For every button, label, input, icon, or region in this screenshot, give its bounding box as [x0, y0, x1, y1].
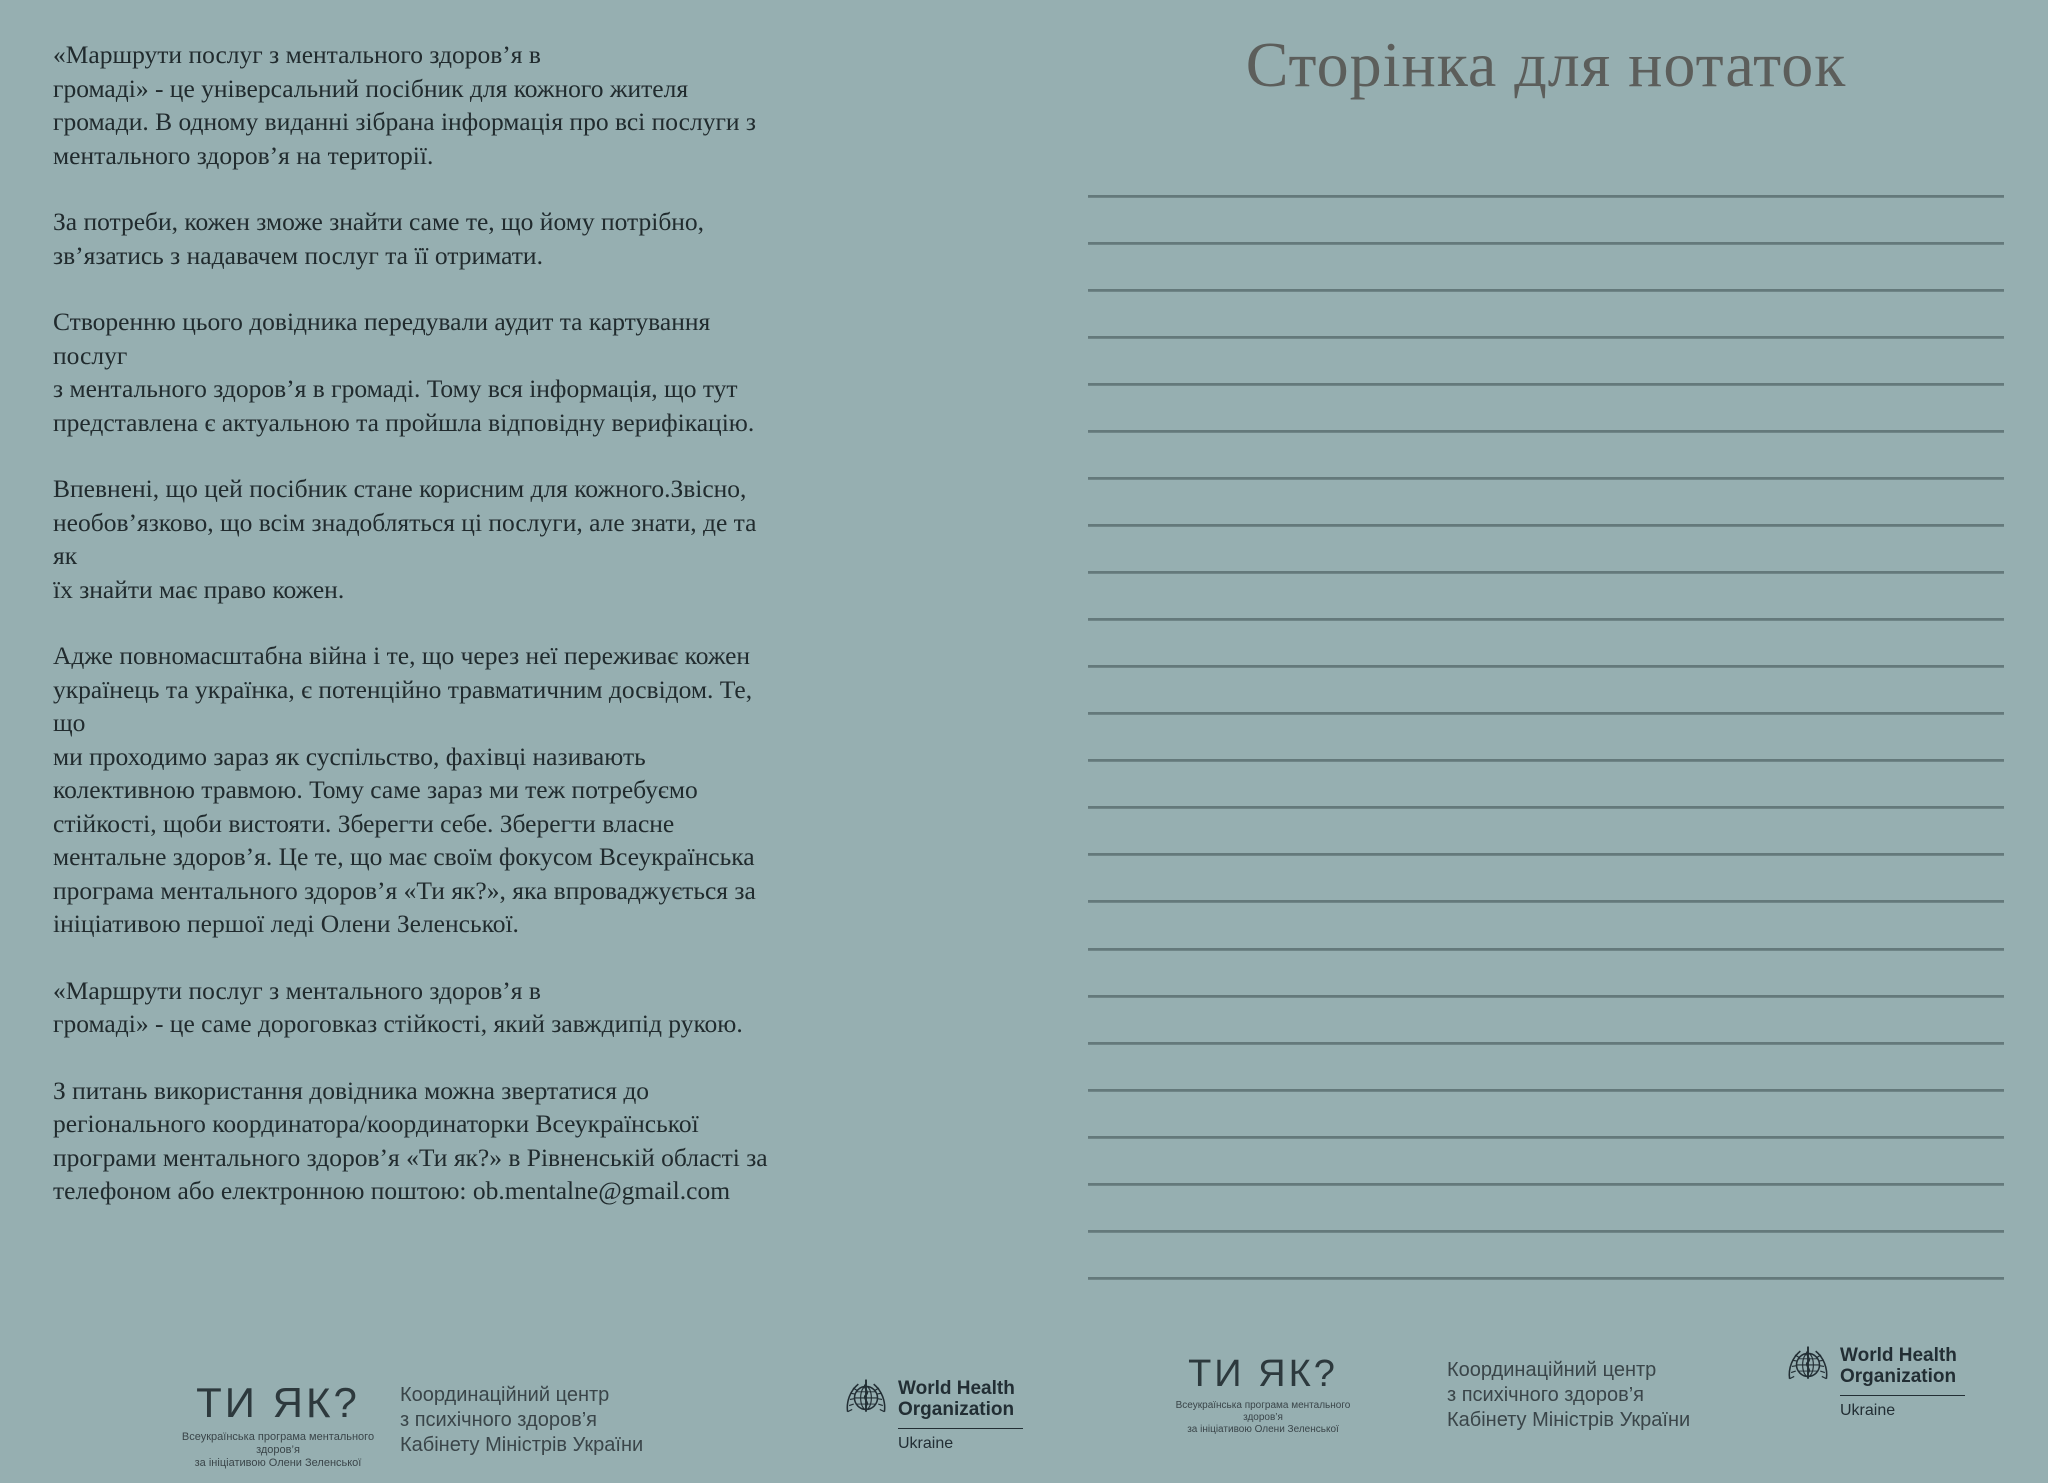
note-line: [1088, 665, 2004, 667]
paragraph-contacts: З питань використання довідника можна звертатися до регіонального координатора/координаторки Всеукраїнської програми ментального здоров’я «Ти як?» в Рівненській області за телефоном або електронною поштою: ob.mentalne@gmail.com: [53, 1075, 768, 1205]
note-line: [1088, 195, 2004, 197]
note-line: [1088, 477, 2004, 479]
note-line: [1088, 1277, 2004, 1279]
tiyak-logo-subtitle: Всеукраїнська програма ментального здоров’я за ініціативою Олени Зеленської: [181, 1431, 375, 1469]
who-divider: [1840, 1395, 1965, 1396]
note-line: [1088, 524, 2004, 526]
paragraph-intro: «Маршрути послуг з ментального здоров’я в громаді» - це універсальний посібник для кожного жителя громади. В одному виданні зібрана інформація про всі послуги з ментального здоров’я на території.: [53, 40, 756, 170]
who-country-label: Ukraine: [898, 1435, 954, 1452]
paragraph-confidence: Впевнені, що цей посібник стане корисним для кожного.Звісно, необов’язково, що всім знадобляться ці послуги, але знати, де та як їх знайти має право кожен.: [53, 474, 757, 604]
notes-page-title: Сторінка для нотаток: [1245, 29, 1847, 100]
coordination-center-label-left: Координаційний центр з психічного здоров’я Кабінету Міністрів України: [400, 1384, 644, 1456]
note-line: [1088, 1136, 2004, 1138]
note-line: [1088, 430, 2004, 432]
note-line: [1088, 336, 2004, 338]
note-line: [1088, 900, 2004, 902]
paragraph-audit: Створенню цього довідника передували аудит та картування послуг з ментального здоров’я в громаді. Тому вся інформація, що тут представлена є актуальною та пройшла відповідну верифікацію.: [53, 307, 755, 437]
note-line: [1088, 1230, 2004, 1232]
tiyak-logo-text: ТИ ЯК?: [1188, 1353, 1338, 1395]
paragraph-war-trauma: Адже повномасштабна війна і те, що через неї переживає кожен українець та українка, є потенційно травматичним досвідом. Те, що ми проходимо зараз як суспільство, фахівці називають колективною травмою. Тому саме зараз ми теж потребуємо стійкості, щоби вистояти. Зберегти себе. Зберегти власне ментальне здоров’я. Це те, що має своїм фокусом Всеукраїнська програма ментального здоров’я «Ти як?», яка впроваджується за ініціативою першої леді Олени Зеленської.: [53, 641, 756, 938]
note-line: [1088, 618, 2004, 620]
who-logo-right: [1785, 1345, 1965, 1420]
who-logo-text: [898, 1378, 1023, 1453]
paragraph-guide: «Маршрути послуг з ментального здоров’я в громаді» - це саме дороговказ стійкості, який завждипід рукою.: [53, 975, 743, 1038]
who-name-label: World Health Organization: [898, 1378, 1015, 1420]
note-line: [1088, 383, 2004, 385]
tiyak-logo-subtitle: Всеукраїнська програма ментального здоров’я за ініціативою Олени Зеленської: [1175, 1400, 1351, 1435]
paragraph-need: За потреби, кожен зможе знайти саме те, що йому потрібно, зв’язатись з надавачем послуг та її отримати.: [53, 207, 705, 270]
coordination-center-label-right: Координаційний центр з психічного здоров’я Кабінету Міністрів України: [1447, 1359, 1691, 1431]
note-line: [1088, 1042, 2004, 1044]
note-line: [1088, 571, 2004, 573]
note-line: [1088, 242, 2004, 244]
note-line: [1088, 759, 2004, 761]
tiyak-logo-text: ТИ ЯК?: [196, 1379, 360, 1426]
note-line: [1088, 806, 2004, 808]
who-divider: [898, 1428, 1023, 1429]
note-line: [1088, 1089, 2004, 1091]
note-line: [1088, 712, 2004, 714]
who-country-label: Ukraine: [1840, 1402, 1896, 1419]
tiyak-logo-left: [178, 1379, 378, 1470]
who-emblem-icon: [1785, 1345, 1831, 1396]
who-emblem-icon: [843, 1378, 889, 1429]
tiyak-logo-right: [1168, 1355, 1358, 1436]
note-line: [1088, 1183, 2004, 1185]
left-page-text: [53, 38, 783, 1241]
tiyak-question-mark-icon: ?: [1313, 1353, 1338, 1395]
note-line: [1088, 995, 2004, 997]
note-line: [1088, 289, 2004, 291]
note-line: [1088, 853, 2004, 855]
who-logo-text: [1840, 1345, 1965, 1420]
tiyak-question-mark-icon: ?: [333, 1379, 360, 1426]
note-lines: [1088, 195, 2004, 1279]
who-logo-left: [843, 1378, 1023, 1453]
note-line: [1088, 948, 2004, 950]
who-name-label: World Health Organization: [1840, 1345, 1957, 1387]
